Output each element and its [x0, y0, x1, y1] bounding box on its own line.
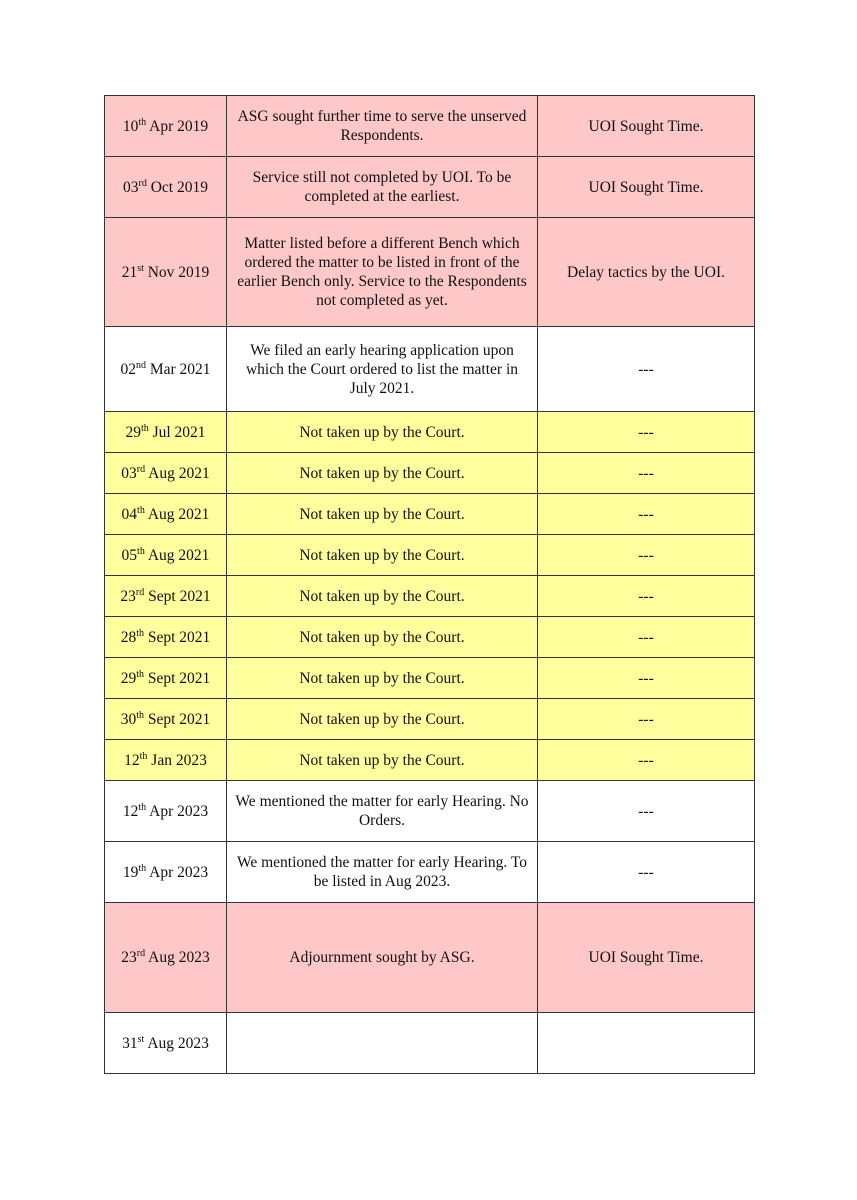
- date-ordinal-suffix: th: [136, 668, 144, 680]
- table-row: [105, 658, 755, 699]
- date-ordinal-suffix: nd: [135, 359, 146, 371]
- date-month-year: Jul 2021: [152, 423, 206, 441]
- date-ordinal-suffix: th: [139, 750, 148, 762]
- date-day: 31: [122, 1034, 138, 1052]
- date-ordinal-suffix: th: [138, 116, 147, 128]
- date-cell: [105, 327, 227, 412]
- table-row: [105, 494, 755, 535]
- date-day: 29: [120, 669, 137, 687]
- date-ordinal-suffix: th: [137, 545, 145, 557]
- date-month-year: Aug 2021: [147, 505, 210, 523]
- event-cell: Service still not completed by UOI. To be completed at the earliest.: [227, 157, 538, 218]
- remark-cell: UOI Sought Time.: [538, 96, 755, 157]
- date-month-year: Apr 2023: [149, 802, 209, 820]
- date-month-year: Aug 2023: [148, 949, 210, 966]
- remark-cell: ---: [538, 781, 755, 842]
- remark-cell: ---: [538, 617, 755, 658]
- date-ordinal-suffix: th: [137, 504, 145, 516]
- event-cell: Not taken up by the Court.: [227, 412, 538, 453]
- event-cell: [227, 1013, 538, 1074]
- event-cell: ASG sought further time to serve the unserved Respondents.: [227, 96, 538, 157]
- event-cell: Not taken up by the Court.: [227, 535, 538, 576]
- table-row: [105, 781, 755, 842]
- date-cell: [105, 494, 227, 535]
- date-day: 02: [120, 360, 136, 378]
- table-row: [105, 903, 755, 1013]
- remark-cell: ---: [538, 576, 755, 617]
- date-cell: [105, 157, 227, 218]
- remark-cell: UOI Sought Time.: [538, 157, 755, 218]
- date-cell: [105, 842, 227, 903]
- date-month-year: Aug 2023: [147, 1034, 209, 1052]
- remark-cell: ---: [538, 327, 755, 412]
- remark-cell: ---: [538, 535, 755, 576]
- date-day: 05: [121, 546, 138, 564]
- date-cell: [105, 453, 227, 494]
- date-day: 12: [124, 751, 140, 769]
- date-day: 23: [120, 587, 136, 605]
- remark-cell: ---: [538, 842, 755, 903]
- event-cell: We mentioned the matter for early Hearing. No Orders.: [227, 781, 538, 842]
- date-ordinal-suffix: st: [137, 1033, 145, 1045]
- date-month-year: Sept 2021: [148, 587, 211, 605]
- table-row: [105, 157, 755, 218]
- table-row: [105, 218, 755, 327]
- date-ordinal-suffix: th: [138, 801, 147, 813]
- date-cell: [105, 903, 227, 1013]
- date-month-year: Sept 2021: [147, 628, 211, 646]
- date-day: 29: [125, 423, 141, 441]
- table-row: [105, 1013, 755, 1074]
- date-cell: [105, 699, 227, 740]
- date-month-year: Mar 2021: [149, 360, 211, 378]
- remark-cell: ---: [538, 658, 755, 699]
- date-month-year: Nov 2019: [147, 263, 210, 281]
- event-cell: Matter listed before a different Bench which ordered the matter to be listed in front of the earlier Bench only. Service to the Respondents not completed as yet.: [227, 218, 538, 327]
- event-cell: Not taken up by the Court.: [227, 453, 538, 494]
- table-row: [105, 617, 755, 658]
- date-day: 12: [122, 802, 139, 820]
- event-cell: Not taken up by the Court.: [227, 617, 538, 658]
- remark-cell: [538, 1013, 755, 1074]
- event-cell: Not taken up by the Court.: [227, 494, 538, 535]
- date-day: 10: [122, 117, 139, 135]
- table-row: [105, 576, 755, 617]
- date-ordinal-suffix: th: [136, 627, 144, 639]
- date-ordinal-suffix: rd: [138, 177, 147, 189]
- date-cell: [105, 1013, 227, 1074]
- remark-cell: ---: [538, 699, 755, 740]
- date-ordinal-suffix: th: [140, 422, 149, 434]
- table-row: [105, 327, 755, 412]
- date-month-year: Oct 2019: [150, 178, 208, 196]
- table-row: [105, 699, 755, 740]
- event-cell: Adjournment sought by ASG.: [227, 903, 538, 1013]
- remark-cell: Delay tactics by the UOI.: [538, 218, 755, 327]
- remark-cell: ---: [538, 453, 755, 494]
- event-cell: Not taken up by the Court.: [227, 740, 538, 781]
- date-month-year: Aug 2021: [147, 546, 210, 564]
- event-cell: Not taken up by the Court.: [227, 576, 538, 617]
- date-cell: [105, 617, 227, 658]
- date-month-year: Apr 2019: [149, 117, 209, 135]
- case-timeline-table: [104, 95, 755, 1074]
- date-day: 30: [120, 710, 137, 728]
- table-row: [105, 412, 755, 453]
- date-month-year: Sept 2021: [147, 669, 211, 687]
- date-ordinal-suffix: rd: [135, 586, 145, 598]
- table-row: [105, 535, 755, 576]
- date-day: 03: [123, 178, 139, 196]
- table-row: [105, 740, 755, 781]
- date-ordinal-suffix: rd: [136, 463, 146, 475]
- event-cell: Not taken up by the Court.: [227, 699, 538, 740]
- date-cell: [105, 740, 227, 781]
- remark-cell: UOI Sought Time.: [538, 903, 755, 1013]
- table-row: [105, 842, 755, 903]
- date-day: 21: [121, 263, 138, 281]
- date-month-year: Jan 2023: [151, 751, 207, 769]
- event-cell: We filed an early hearing application upon which the Court ordered to list the matter in July 2021.: [227, 327, 538, 412]
- date-cell: [105, 96, 227, 157]
- date-month-year: Aug 2021: [148, 464, 210, 482]
- date-ordinal-suffix: th: [136, 709, 144, 721]
- date-cell: [105, 535, 227, 576]
- event-cell: Not taken up by the Court.: [227, 658, 538, 699]
- date-day: 04: [121, 505, 138, 523]
- date-ordinal-suffix: th: [138, 862, 147, 874]
- date-cell: [105, 658, 227, 699]
- event-cell: We mentioned the matter for early Hearing. To be listed in Aug 2023.: [227, 842, 538, 903]
- date-month-year: Apr 2023: [149, 863, 209, 881]
- date-day: 28: [120, 628, 137, 646]
- remark-cell: ---: [538, 412, 755, 453]
- date-cell: [105, 781, 227, 842]
- date-month-year: Sept 2021: [147, 710, 211, 728]
- remark-cell: ---: [538, 494, 755, 535]
- date-day: 19: [122, 863, 139, 881]
- date-ordinal-suffix: st: [137, 262, 144, 274]
- date-cell: [105, 218, 227, 327]
- timeline-body: [105, 96, 755, 1074]
- date-ordinal-suffix: rd: [136, 947, 146, 959]
- date-cell: [105, 576, 227, 617]
- table-row: [105, 96, 755, 157]
- table-row: [105, 453, 755, 494]
- date-day: 23: [121, 949, 137, 966]
- date-day: 03: [121, 464, 137, 482]
- date-cell: [105, 412, 227, 453]
- remark-cell: ---: [538, 740, 755, 781]
